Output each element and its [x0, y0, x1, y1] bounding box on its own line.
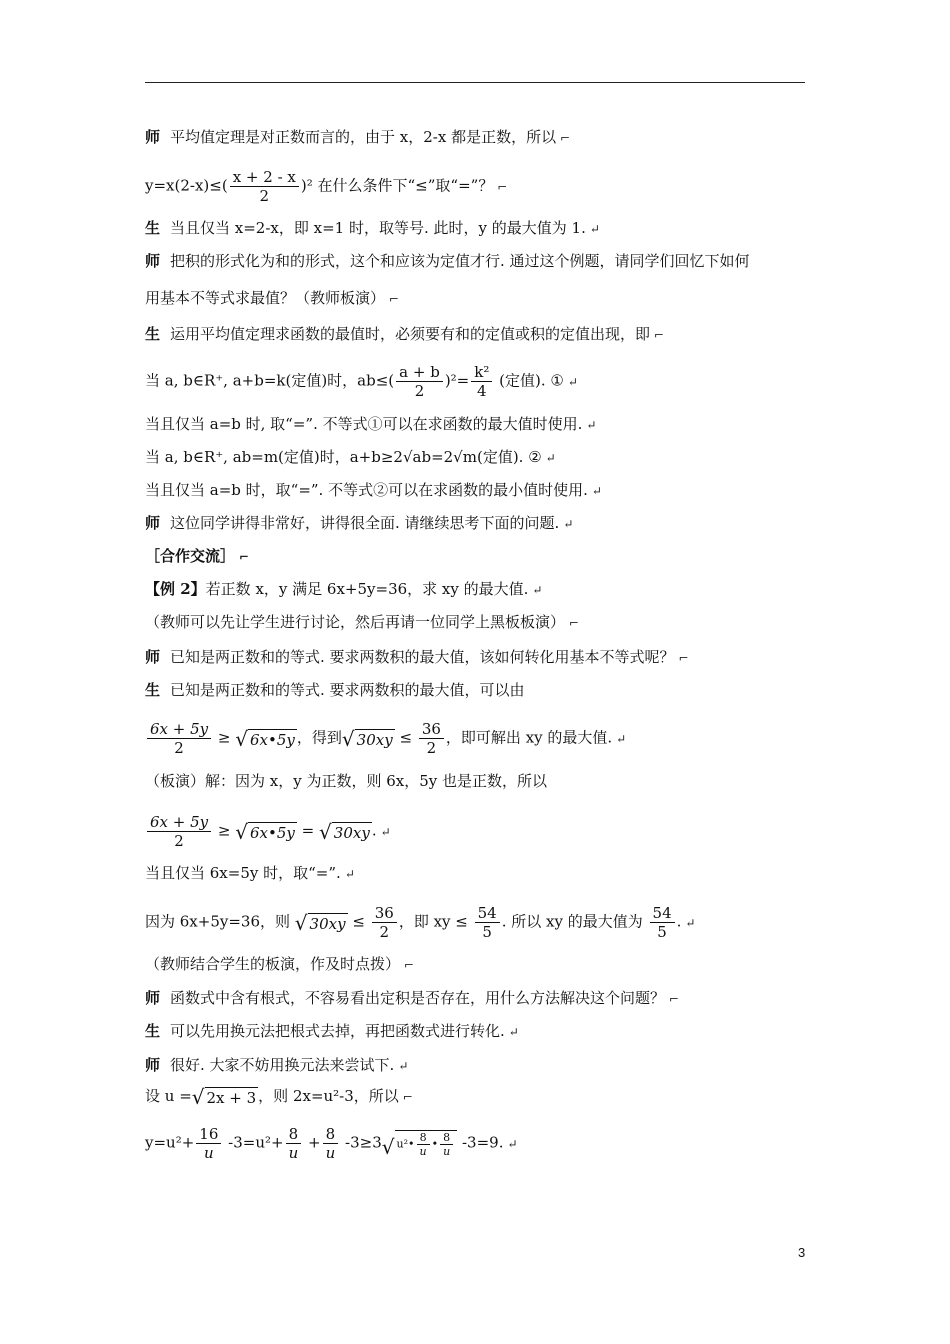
dialogue-line: [145, 126, 570, 149]
speaker-student: 生: [145, 219, 161, 237]
radical: √ 30xy: [294, 910, 346, 935]
fraction: $\frac{36}{2}$: [372, 904, 397, 941]
fraction: $\frac{8}{u}$: [286, 1125, 302, 1162]
formula-line: $\frac{6x + 5y}{2}$ ≥ √ 6x•5y = √ 30xy . ↵: [145, 813, 391, 850]
fraction: $\frac{54}{5}$: [475, 904, 500, 941]
fraction: $\frac{36}{2}$: [419, 720, 444, 757]
dialogue-line: 师 函数式中含有根式，不容易看出定积是否存在，用什么方法解决这个问题？ ⌐: [145, 989, 680, 1007]
text-line: （教师可以先让学生进行讨论，然后再请一位同学上黑板板演） ⌐: [145, 613, 580, 631]
fraction: $\frac{a + b}{2}$: [396, 363, 443, 400]
line-break-mark: ⌐: [560, 131, 571, 145]
dialogue-line: 生 已知是两正数和的等式. 要求两数积的最大值，可以由: [145, 681, 525, 699]
text-line: （板演）解：因为 x，y 为正数，则 6x，5y 也是正数，所以: [145, 772, 548, 790]
text-line: 当且仅当 a=b 时, 取“=”. 不等式①可以在求函数的最大值时使用. ↵: [145, 415, 597, 433]
line-break-mark: ⌐: [497, 179, 508, 194]
dialogue-line: 生 可以先用换元法把根式去掉，再把函数式进行转化. ↵: [145, 1022, 519, 1040]
formula-line: $\frac{6x + 5y}{2}$ ≥ √ 6x•5y ，得到 √ 30xy ≤ $\frac{36}{2}$ ，即可解出 xy 的最大值. ↵: [145, 720, 626, 757]
section-heading: ［合作交流］ ⌐: [145, 547, 250, 565]
radical: √ u²• $\frac{8}{u}$ • $\frac{8}{u}$: [382, 1130, 457, 1158]
radical: √ 6x•5y: [235, 726, 295, 751]
radical: √ 2x + 3: [191, 1085, 257, 1109]
line-text: 平均值定理是对正数而言的，由于 x，2-x 都是正数，所以: [170, 128, 557, 146]
fraction: $\frac{\text{k²}}{4}$: [471, 363, 492, 400]
example-label: 【例 2】: [145, 580, 206, 598]
speaker-student: 生: [145, 1022, 161, 1040]
fraction: $\frac{x + 2 - x}{2}$: [230, 168, 299, 205]
fraction: $\frac{6x + 5y}{2}$: [147, 813, 211, 850]
formula-line: 当 a, b∈R⁺, a+b=k(定值)时，ab≤( $\frac{a + b}{2}$ )²= $\frac{\text{k²}}{4}$ (定值). ① ↵: [145, 363, 578, 400]
text-line: 当且仅当 a=b 时，取“=”. 不等式②可以在求函数的最小值时使用. ↵: [145, 481, 602, 499]
text-line: 当且仅当 6x=5y 时，取“=”. ↵: [145, 864, 355, 882]
speaker-teacher: 师: [145, 128, 161, 146]
dialogue-line: 师 把积的形式化为和的形式，这个和应该为定值才行. 通过这个例题，请同学们回忆下如何: [145, 252, 750, 270]
header-rule: [145, 82, 805, 83]
text-line: （教师结合学生的板演，作及时点拨） ⌐: [145, 955, 415, 973]
text-line: 当 a, b∈R⁺, ab=m(定值)时，a+b≥2√ab=2√m(定值). ② ↵: [145, 448, 556, 466]
text-line: 用基本不等式求最值？（教师板演） ⌐: [145, 289, 400, 307]
fraction: $\frac{16}{u}$: [196, 1125, 221, 1162]
formula-line: 因为 6x+5y=36，则 √ 30xy ≤ $\frac{36}{2}$ ，即 xy ≤ $\frac{54}{5}$ . 所以 xy 的最大值为 $\frac{54}{5}$ . ↵: [145, 904, 696, 941]
radical: √ 6x•5y: [235, 819, 295, 844]
dialogue-line: 生 当且仅当 x=2-x，即 x=1 时，取等号. 此时，y 的最大值为 1. ↵: [145, 219, 600, 237]
formula-line: y=x(2-x)≤( $\frac{x + 2 - x}{2}$ )² 在什么条件下“≤”取“=”？ ⌐: [145, 168, 508, 205]
speaker-student: 生: [145, 681, 161, 699]
dialogue-line: 师 这位同学讲得非常好，讲得很全面. 请继续思考下面的问题. ↵: [145, 514, 574, 532]
formula-line: 设 u = √ 2x + 3 ，则 2x=u²-3，所以 ⌐: [145, 1085, 413, 1109]
radical: √ 30xy: [341, 726, 393, 751]
dialogue-line: 师 已知是两正数和的等式. 要求两数积的最大值，该如何转化用基本不等式呢？ ⌐: [145, 648, 689, 666]
fraction: $\frac{54}{5}$: [650, 904, 675, 941]
formula-line: y=u²+ $\frac{16}{u}$ -3=u²+ $\frac{8}{u}$ + $\frac{8}{u}$ -3≥3 √ u²• $\frac{8}{u}$ • $\frac{8}{u}$ -3=9. ↵: [145, 1125, 518, 1162]
radical: √ 30xy: [319, 819, 370, 844]
speaker-teacher: 师: [145, 1056, 161, 1074]
dialogue-line: 师 很好. 大家不妨用换元法来尝试下. ↵: [145, 1056, 409, 1074]
fraction: $\frac{8}{u}$: [323, 1125, 339, 1162]
speaker-student: 生: [145, 325, 161, 343]
fraction: $\frac{6x + 5y}{2}$: [147, 720, 211, 757]
speaker-teacher: 师: [145, 648, 161, 666]
speaker-teacher: 师: [145, 514, 161, 532]
dialogue-line: 生 运用平均值定理求函数的最值时，必须要有和的定值或积的定值出现，即 ⌐: [145, 325, 665, 343]
page-number: 3: [798, 1245, 806, 1260]
speaker-teacher: 师: [145, 252, 161, 270]
speaker-teacher: 师: [145, 989, 161, 1007]
example-line: 【例 2】若正数 x，y 满足 6x+5y=36，求 xy 的最大值. ↵: [145, 580, 543, 598]
